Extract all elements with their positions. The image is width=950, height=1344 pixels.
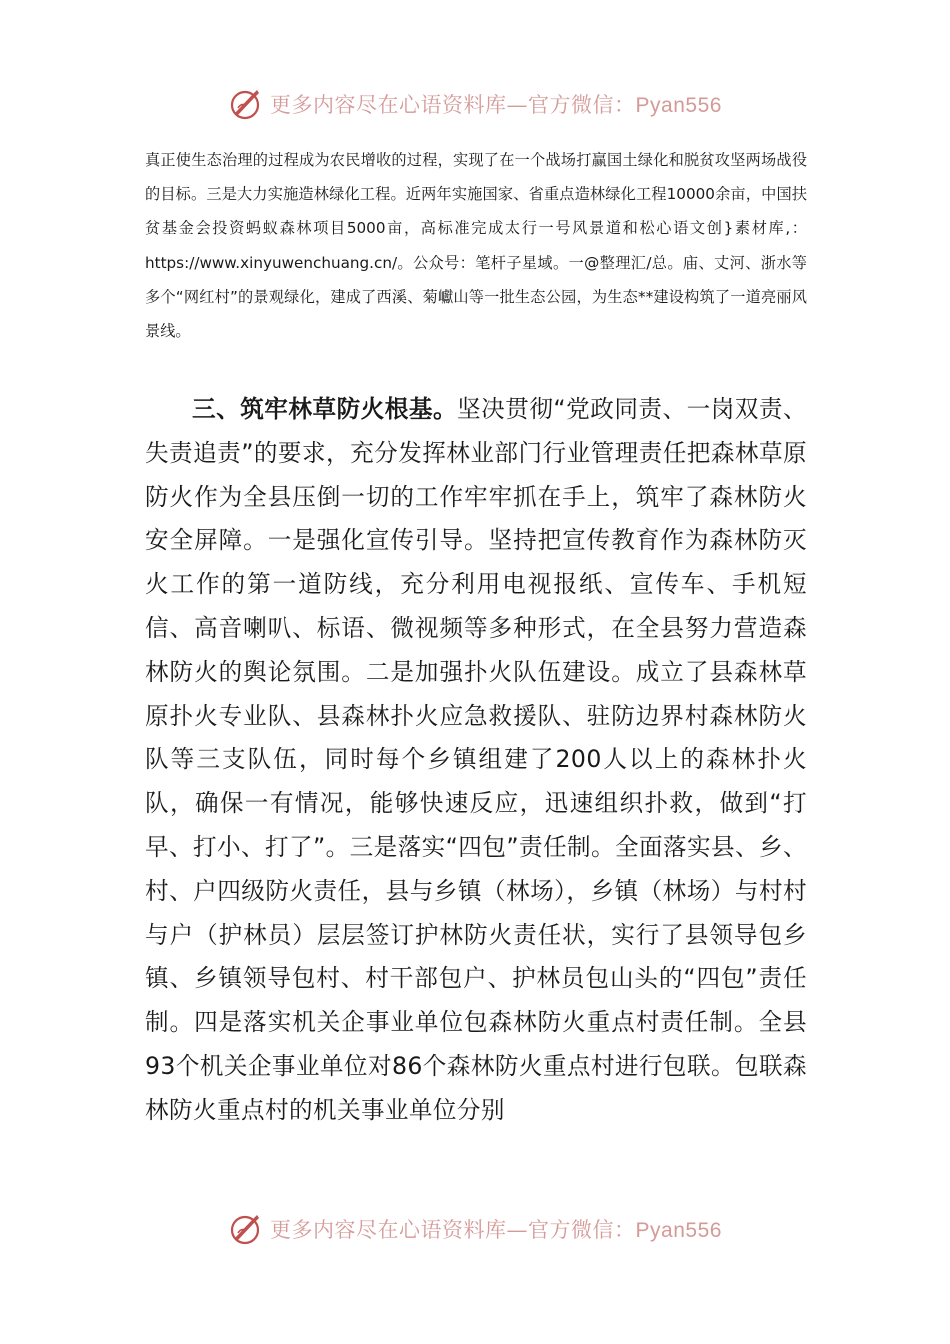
section-heading: 三、筑牢林草防火根基。	[192, 395, 458, 423]
footer-banner	[0, 1209, 950, 1249]
pen-logo-icon	[228, 86, 264, 122]
pen-logo-icon	[228, 1211, 264, 1247]
banner-text: 更多内容尽在心语资料库—官方微信：Pyan556	[270, 93, 722, 117]
section-body: 坚决贯彻“党政同责、一岗双责、失责追责”的要求，充分发挥林业部门行业管理责任把森林草原防火作为全县压倒一切的工作牢牢抓在手上，筑牢了森林防火安全屏障。一是强化宣传引导。坚持把宣传教育作为森林防灭火工作的第一道防线，充分利用电视报纸、宣传车、手机短信、高音喇叭、标语、微视频等多种形式，在全县努力营造森林防火的舆论氛围。二是加强扑火队伍建设。成立了县森林草原扑火专业队、县森林扑火应急救援队、驻防边界村森林防火队等三支队伍，同时每个乡镇组建了200人以上的森林扑火队，确保一有情况，能够快速反应，迅速组织扑救，做到“打早、打小、打了”。三是落实“四包”责任制。全面落实县、乡、村、户四级防火责任，县与乡镇（林场），乡镇（林场）与村村与户（护林员）层层签订护林防火责任状，实行了县领导包乡镇、乡镇领导包村、村干部包户、护林员包山头的“四包”责任制。四是落实机关企事业单位包森林防火重点村责任制。全县93个机关企事业单位对86个森林防火重点村进行包联。包联森林防火重点村的机关事业单位分别	[145, 395, 807, 1124]
banner-text: 更多内容尽在心语资料库—官方微信：Pyan556	[270, 1218, 722, 1242]
section-paragraph	[145, 388, 807, 1133]
intro-paragraph: 真正使生态治理的过程成为农民增收的过程，实现了在一个战场打赢国土绿化和脱贫攻坚两场战役的目标。三是大力实施造林绿化工程。近两年实施国家、省重点造林绿化工程10000余亩，中国扶贫基金会投资蚂蚁森林项目5000亩，高标准完成太行一号风景道和松心语文创}素材库,：https://www.xinyuwenchuang.cn/。公众号：笔杆子星域。一@整理汇/总。庙、丈河、浙水等多个“网红村”的景观绿化，建成了西溪、菊巘山等一批生态公园，为生态**建设构筑了一道亮丽风景线。	[145, 151, 807, 341]
header-banner	[0, 84, 950, 124]
